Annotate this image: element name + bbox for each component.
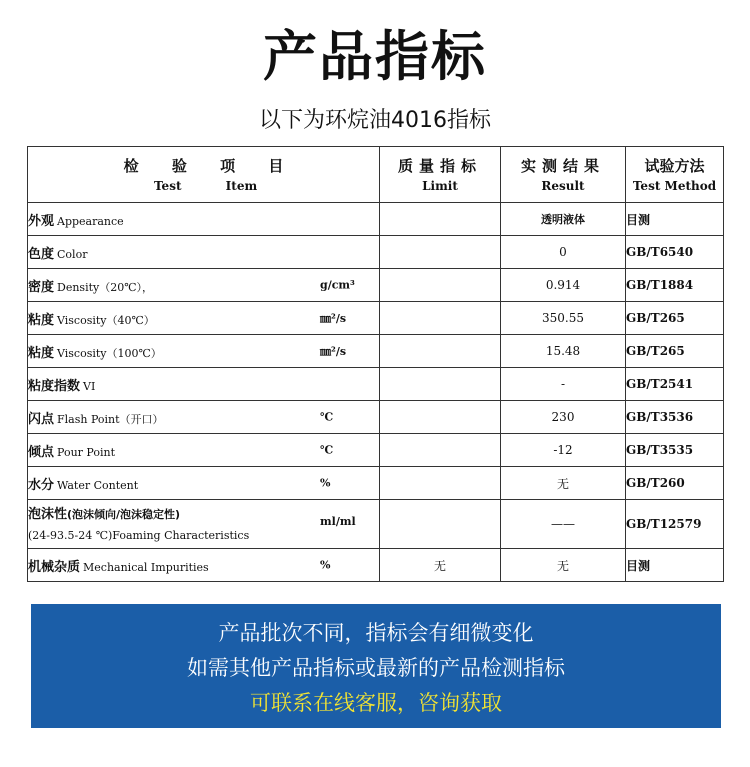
row-result: 0.914 [501, 269, 626, 302]
table-row [28, 335, 724, 368]
row-item-zh: 色度 [28, 246, 55, 262]
row-item [28, 434, 380, 467]
row-limit [380, 467, 501, 500]
table-row [28, 467, 724, 500]
row-limit [380, 401, 501, 434]
row-item-zh: 闪点 [28, 411, 55, 427]
row-item [28, 203, 380, 236]
spec-table [27, 146, 724, 582]
row-method: GB/T1884 [626, 269, 724, 302]
row-unit: ㎜²/s [320, 312, 347, 325]
row-item-zh: 粘度 [28, 345, 55, 361]
row-method: GB/T265 [626, 335, 724, 368]
row-item [28, 302, 380, 335]
row-limit [380, 368, 501, 401]
row-unit: ml/ml [320, 515, 356, 528]
row-unit: ℃ [320, 443, 334, 457]
banner-line-2: 如需其他产品指标或最新的产品检测指标 [187, 656, 565, 680]
table-row [28, 368, 724, 401]
row-method: GB/T260 [626, 467, 724, 500]
header-result-zh: 实测结果 [520, 156, 605, 175]
row-item [28, 401, 380, 434]
header-method [626, 147, 724, 203]
table-row [28, 549, 724, 582]
row-result: 230 [501, 401, 626, 434]
row-item-en-line2: (24-93.5-24 ℃)Foaming Characteristics [28, 529, 250, 542]
header-result-en: Result [541, 178, 585, 193]
row-limit [380, 302, 501, 335]
row-limit [380, 203, 501, 236]
row-item-zh: 外观 [28, 213, 55, 229]
header-limit [380, 147, 501, 203]
row-result: - [501, 368, 626, 401]
row-result: 无 [501, 467, 626, 500]
row-item-zh: 密度 [28, 279, 55, 295]
row-item-en: Density（20℃）， [57, 280, 154, 294]
table-row [28, 203, 724, 236]
row-item [28, 269, 380, 302]
row-result: 无 [501, 549, 626, 582]
row-method: GB/T12579 [626, 500, 724, 549]
row-item-zh: 水分 [28, 477, 55, 493]
table-row [28, 500, 724, 549]
row-item-en: Mechanical Impurities [83, 560, 209, 574]
row-item-en: (泡沫倾向/泡沫稳定性) [67, 508, 181, 521]
header-method-en: Test Method [632, 178, 717, 193]
row-result: —— [501, 500, 626, 549]
row-item [28, 335, 380, 368]
row-item-en: Viscosity（40℃） [57, 313, 155, 327]
row-method: GB/T3535 [626, 434, 724, 467]
row-item-en: VI [83, 379, 96, 393]
banner-line-1: 产品批次不同，指标会有细微变化 [218, 621, 534, 645]
table-row [28, 401, 724, 434]
row-result: 透明液体 [501, 203, 626, 236]
row-method: 目测 [626, 203, 724, 236]
row-item-en: Pour Point [57, 445, 116, 459]
header-limit-en: Limit [422, 178, 458, 193]
row-item-en: Water Content [57, 478, 139, 492]
row-method: 目测 [626, 549, 724, 582]
row-item-zh: 机械杂质 [28, 559, 81, 575]
row-item [28, 236, 380, 269]
row-result: 0 [501, 236, 626, 269]
row-method: GB/T265 [626, 302, 724, 335]
row-item-en: Appearance [57, 214, 124, 228]
row-limit: 无 [380, 549, 501, 582]
row-result: 350.55 [501, 302, 626, 335]
row-item-zh: 泡沫性 [28, 507, 68, 522]
row-limit [380, 434, 501, 467]
row-item-en: Color [57, 247, 88, 261]
row-result: 15.48 [501, 335, 626, 368]
table-row [28, 302, 724, 335]
table-row [28, 434, 724, 467]
row-method: GB/T6540 [626, 236, 724, 269]
row-item [28, 467, 380, 500]
row-method: GB/T2541 [626, 368, 724, 401]
row-item-zh: 粘度 [28, 312, 55, 328]
row-item [28, 368, 380, 401]
row-limit [380, 335, 501, 368]
row-item [28, 500, 380, 549]
row-limit [380, 500, 501, 549]
header-item-zh: 检 验 项 目 [123, 156, 298, 175]
table-row [28, 269, 724, 302]
row-item-en: Viscosity（100℃） [57, 346, 162, 360]
header-method-zh: 试验方法 [644, 156, 705, 175]
row-unit: ℃ [320, 410, 334, 424]
header-result [501, 147, 626, 203]
row-item-zh: 倾点 [28, 444, 55, 460]
header-item-en: Test Item [154, 178, 258, 193]
row-unit: g/cm³ [320, 278, 355, 292]
page-subtitle: 以下为环烷油4016指标 [259, 108, 491, 133]
row-limit [380, 269, 501, 302]
row-method: GB/T3536 [626, 401, 724, 434]
table-row [28, 236, 724, 269]
row-unit: % [320, 476, 331, 490]
header-limit-zh: 质量指标 [397, 156, 482, 175]
page-title: 产品指标 [263, 25, 487, 88]
row-item-zh: 粘度指数 [28, 378, 81, 394]
row-item [28, 549, 380, 582]
banner-contact-line: 可联系在线客服，咨询获取 [250, 691, 502, 715]
row-unit: ㎜²/s [320, 345, 347, 358]
notice-banner [31, 604, 721, 728]
row-unit: % [320, 558, 331, 572]
row-limit [380, 236, 501, 269]
table-header-row [28, 147, 724, 203]
row-result: -12 [501, 434, 626, 467]
header-item [28, 147, 380, 203]
row-item-en: Flash Point（开口） [57, 412, 164, 426]
